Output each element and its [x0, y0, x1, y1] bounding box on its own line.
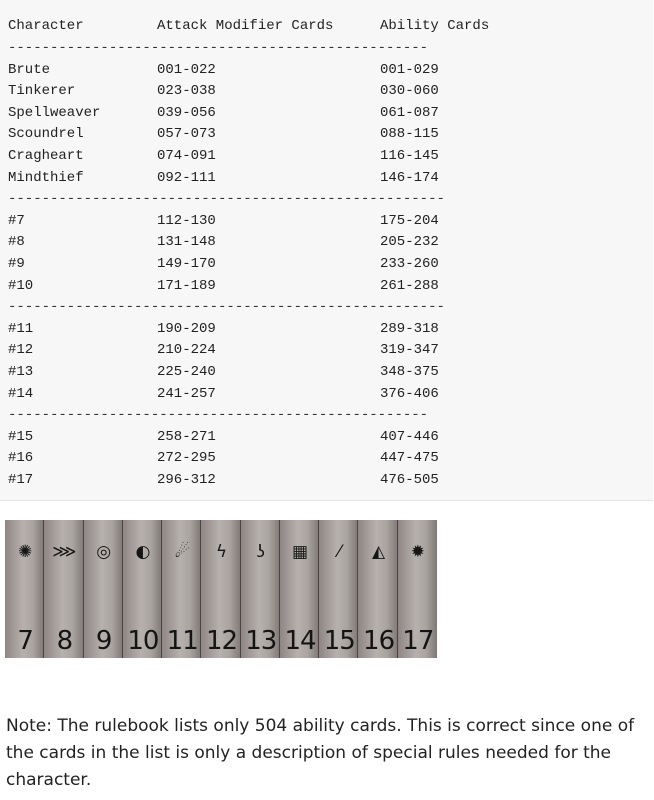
triangle-icon: ◭ — [372, 542, 386, 562]
table-cell-attack: 131-148 — [157, 234, 216, 251]
lightning-cloud-icon: ☄ — [174, 542, 190, 562]
rulebook-note: Note: The rulebook lists only 504 ability cards. This is correct since one of the cards in the list is only a description of special rules needed for the character. — [6, 716, 635, 790]
table-cell-ability: 116-145 — [380, 148, 439, 164]
table-cell-character: #12 — [8, 342, 34, 359]
table-cell-attack: 001-022 — [157, 61, 216, 78]
table-cell-character: Mindthief — [8, 169, 84, 186]
class-number: 12 — [205, 626, 238, 656]
header-ability: Ability Cards — [380, 18, 490, 34]
table-cell-ability: 319-347 — [380, 342, 439, 359]
spiral-icon: ◎ — [96, 542, 112, 562]
separator-line: ---------------------------------------------------- — [8, 299, 445, 316]
table-cell-attack: 296-312 — [157, 472, 216, 488]
class-number: 13 — [245, 626, 277, 656]
table-cell-character: #8 — [8, 234, 25, 251]
class-tab — [358, 520, 398, 658]
table-cell-ability: 088-115 — [380, 126, 439, 143]
table-cell-character: #13 — [8, 364, 34, 380]
header-character: Character — [8, 18, 84, 34]
table-cell-character: #14 — [8, 385, 34, 402]
table-cell-character: #10 — [8, 277, 34, 294]
table-cell-attack: 171-189 — [157, 277, 216, 294]
table-cell-character: #7 — [8, 212, 25, 229]
class-icon-tabs-photo — [5, 520, 437, 658]
class-tab — [319, 520, 359, 658]
table-cell-ability: 348-375 — [380, 364, 439, 380]
class-tab — [5, 520, 45, 658]
table-cell-ability: 376-406 — [380, 385, 439, 402]
class-number: 7 — [17, 626, 33, 656]
table-cell-attack: 190-209 — [157, 320, 216, 337]
table-cell-ability: 476-505 — [380, 472, 439, 488]
table-cell-character: #11 — [8, 320, 34, 337]
three-arrows-icon: ⋙ — [52, 542, 77, 562]
class-number: 8 — [56, 626, 73, 656]
class-number: 11 — [166, 626, 198, 656]
class-tab — [123, 520, 163, 658]
table-cell-character: #16 — [8, 450, 34, 467]
table-cell-ability: 146-174 — [380, 169, 439, 186]
table-cell-attack: 023-038 — [157, 83, 216, 100]
separator-line: -------------------------------------------------- — [8, 407, 429, 424]
separator-line: -------------------------------------------------- — [8, 40, 429, 56]
table-cell-attack: 149-170 — [157, 256, 216, 272]
hook-icon: ʖ — [256, 542, 266, 562]
table-cell-attack: 258-271 — [157, 428, 216, 445]
class-tab — [241, 520, 281, 658]
eclipse-icon: ◐ — [135, 542, 151, 562]
table-cell-character: Tinkerer — [8, 83, 76, 100]
class-tab — [44, 520, 84, 658]
table-cell-character: #9 — [8, 256, 25, 272]
class-tab — [280, 520, 320, 658]
table-cell-attack: 112-130 — [157, 212, 216, 229]
table-cell-attack: 241-257 — [157, 385, 216, 402]
class-tab — [84, 520, 124, 658]
table-cell-attack: 057-073 — [157, 126, 216, 143]
table-cell-character: #15 — [8, 428, 34, 445]
cog-icon: ✹ — [410, 542, 425, 562]
table-cell-ability: 061-087 — [380, 104, 439, 121]
separator-line: ---------------------------------------------------- — [8, 191, 445, 208]
table-cell-ability: 030-060 — [380, 83, 439, 100]
table-cell-ability: 233-260 — [380, 256, 439, 272]
table-cell-ability: 175-204 — [380, 212, 439, 229]
class-number: 17 — [402, 626, 434, 656]
table-cell-ability: 205-232 — [380, 234, 439, 251]
class-number: 10 — [127, 626, 159, 656]
table-cell-attack: 092-111 — [157, 169, 216, 186]
table-cell-attack: 074-091 — [157, 148, 216, 164]
table-cell-character: Scoundrel — [8, 126, 84, 143]
table-cell-character: Cragheart — [8, 148, 84, 164]
table-cell-attack: 272-295 — [157, 450, 216, 467]
table-cell-attack: 039-056 — [157, 104, 216, 121]
class-number: 16 — [363, 626, 395, 656]
blade-icon: ⁄ — [337, 542, 341, 562]
class-number: 9 — [95, 626, 112, 656]
table-cell-character: Brute — [8, 61, 51, 78]
table-cell-ability: 261-288 — [380, 277, 439, 294]
class-number: 15 — [323, 626, 355, 656]
table-cell-attack: 225-240 — [157, 364, 216, 380]
mask-icon: ▦ — [292, 542, 309, 562]
table-cell-ability: 447-475 — [380, 450, 439, 467]
table-cell-character: #17 — [8, 472, 34, 488]
header-attack-modifier: Attack Modifier Cards — [157, 18, 334, 34]
class-tab — [201, 520, 241, 658]
class-tab — [398, 520, 437, 658]
table-cell-ability: 001-029 — [380, 61, 439, 78]
class-tab — [162, 520, 202, 658]
table-cell-ability: 407-446 — [380, 428, 439, 445]
table-cell-attack: 210-224 — [157, 342, 216, 359]
sun-icon: ✺ — [18, 542, 33, 562]
class-number: 14 — [284, 626, 316, 656]
table-cell-character: Spellweaver — [8, 104, 101, 121]
twin-lightning-icon: ϟ — [215, 542, 228, 562]
table-cell-ability: 289-318 — [380, 320, 439, 337]
